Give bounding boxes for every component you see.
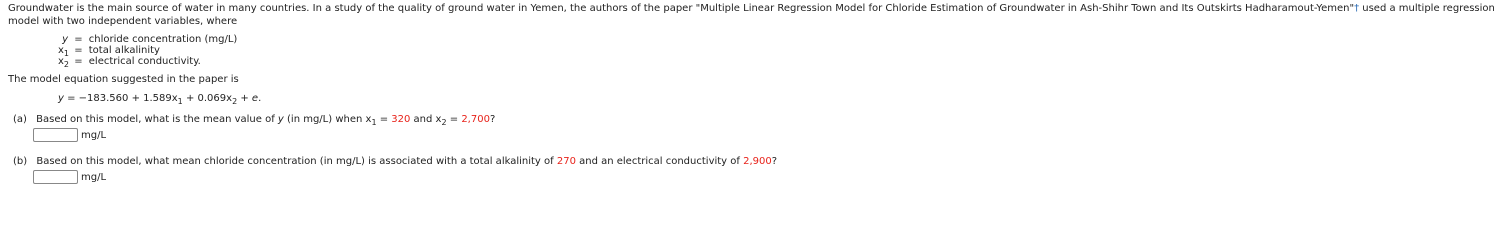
variable-symbol: y bbox=[62, 34, 68, 45]
part-a-x2-value: 2,700 bbox=[461, 114, 490, 125]
model-intro-text: The model equation suggested in the paper is bbox=[8, 74, 239, 85]
part-b-alkalinity-value: 270 bbox=[556, 156, 576, 167]
variable-symbol: $x_2$ bbox=[58, 56, 70, 69]
part-b-question: (b) Based on this model, what mean chloride concentration (in mg/L) is associated with a total alkalinity of 270 and an electrical conductivity of 2,900? bbox=[13, 156, 778, 167]
footnote-dagger-link[interactable]: † bbox=[1354, 3, 1360, 14]
intro-text-b: used a multiple regression bbox=[1359, 3, 1495, 14]
intro-text-a: Groundwater is the main source of water in many countries. In a study of the quality of ground water in Yemen, the authors of the paper "Multiple Linear Regression Model for Chloride Estimation of Groundwater in Ash-Shihr Town and Its Outskirts Hadharamout-Yemen" bbox=[8, 3, 1355, 14]
part-b-conductivity-value: 2,900 bbox=[743, 156, 772, 167]
part-a-x1-value: 320 bbox=[391, 114, 411, 125]
part-a-unit: mg/L bbox=[81, 130, 107, 141]
part-b-answer-input[interactable] bbox=[33, 170, 78, 184]
model-equation: $y = -183.560 + 1.589x_1 + 0.069x_2 + e$. bbox=[58, 93, 262, 106]
intro-line-2: model with two independent variables, where bbox=[8, 16, 238, 27]
variable-def-x2 bbox=[58, 56, 201, 68]
part-b-unit: mg/L bbox=[81, 172, 107, 183]
part-a-answer-input[interactable] bbox=[33, 128, 78, 142]
variable-equals: = bbox=[74, 34, 83, 45]
part-b-label: (b) bbox=[13, 156, 28, 167]
variable-symbol: $x_1$ bbox=[58, 45, 70, 58]
variable-description: electrical conductivity. bbox=[88, 56, 201, 67]
variable-equals: = bbox=[74, 45, 83, 56]
intro-line-1 bbox=[8, 3, 1495, 15]
variable-description: chloride concentration (mg/L) bbox=[88, 34, 238, 45]
variable-description: total alkalinity bbox=[88, 45, 160, 56]
variable-equals: = bbox=[74, 56, 83, 67]
part-a-question: (a) Based on this model, what is the mean value of y (in mg/L) when $x_1 = 320$ and $x_2 = 2,700$? bbox=[13, 114, 496, 127]
part-a-label: (a) bbox=[13, 114, 27, 125]
